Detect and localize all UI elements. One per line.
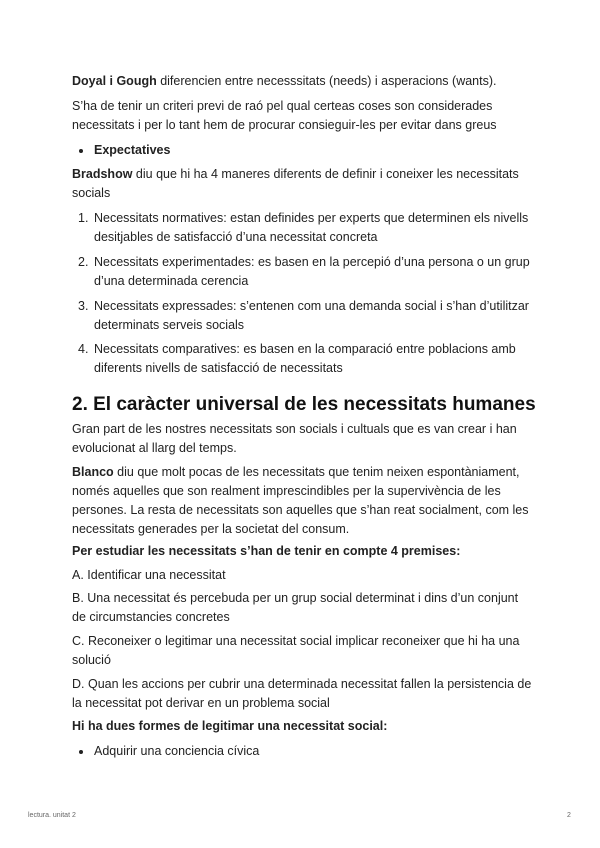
bullet-dot-icon [79,750,83,754]
list-number: 2. [78,255,89,269]
intro-text: diferencien entre necesssitats (needs) i asperacions (wants). [156,74,497,88]
premise-item: D. Quan les accions per cubrir una determinada necessitat fallen la persistencia de la necessitat pot derivar en un problema social [72,677,532,710]
premise-item: A. Identificar una necessitat [72,568,226,582]
bradshow-paragraph [72,165,532,203]
intro-authors: Doyal i Gough [72,74,157,88]
legit-heading: Hi ha dues formes de legitimar una necessitat social: [72,719,388,733]
expectatives-label: Expectatives [94,143,171,157]
premises-heading: Per estudiar les necessitats s’han de tenir en compte 4 premises: [72,544,461,558]
legit-item-text: Adquirir una conciencia cívica [94,744,260,758]
premise-item: B. Una necessitat és percebuda per un grup social determinat i dins d’un conjunt de circumstancies concretes [72,591,519,624]
section-heading: 2. El caràcter universal de les necessitats humanes [72,394,536,415]
criteri-paragraph: S’ha de tenir un criteri previ de raó pel qual certeas coses son considerades necessitats i per lo tant hem de procurar consieguir-les per evitar dans greus [72,99,497,132]
premise-item: C. Reconeixer o legitimar una necessitat social implicar reconeixer que hi ha una solució [72,634,520,667]
list-number: 3. [78,299,89,313]
bullet-dot-icon [79,149,83,153]
blanco-author: Blanco [72,465,114,479]
section-intro-paragraph: Gran part de les nostres necessitats son socials i cultuals que es van crear i han evolucionat al llarg del temps. [72,422,517,455]
intro-paragraph [72,72,532,91]
list-text: Necessitats expressades: s’entenen com una demanda social i s’han d’utilitzar determinats serveis socials [94,299,529,332]
list-text: Necessitats experimentades: es basen en la percepió d’una persona o un grup d’una determinada cerencia [94,255,530,288]
footer-label: lectura. unitat 2 [28,812,76,819]
blanco-paragraph [72,463,532,539]
bradshow-author: Bradshow [72,167,133,181]
list-text: Necessitats comparatives: es basen en la comparació entre poblacions amb diferents nivells de satisfacció de necessitats [94,342,516,375]
blanco-text: diu que molt pocas de les necessitats que tenim neixen espontàniament, només aquelles que son realment imprescindibles per la supervivència de les persones. La resta de necessitats son aquelles que s’han reat socialment, com les necessitats generades per la societat del consum. [72,465,529,536]
page-number: 2 [567,812,571,819]
list-number: 4. [78,342,89,356]
list-text: Necessitats normatives: estan definides per experts que determinen els nivells desitjables de satisfacció d’una necessitat concreta [94,211,529,244]
list-number: 1. [78,211,89,225]
bradshow-text: diu que hi ha 4 maneres diferents de definir i coneixer les necessitats socials [72,167,519,200]
